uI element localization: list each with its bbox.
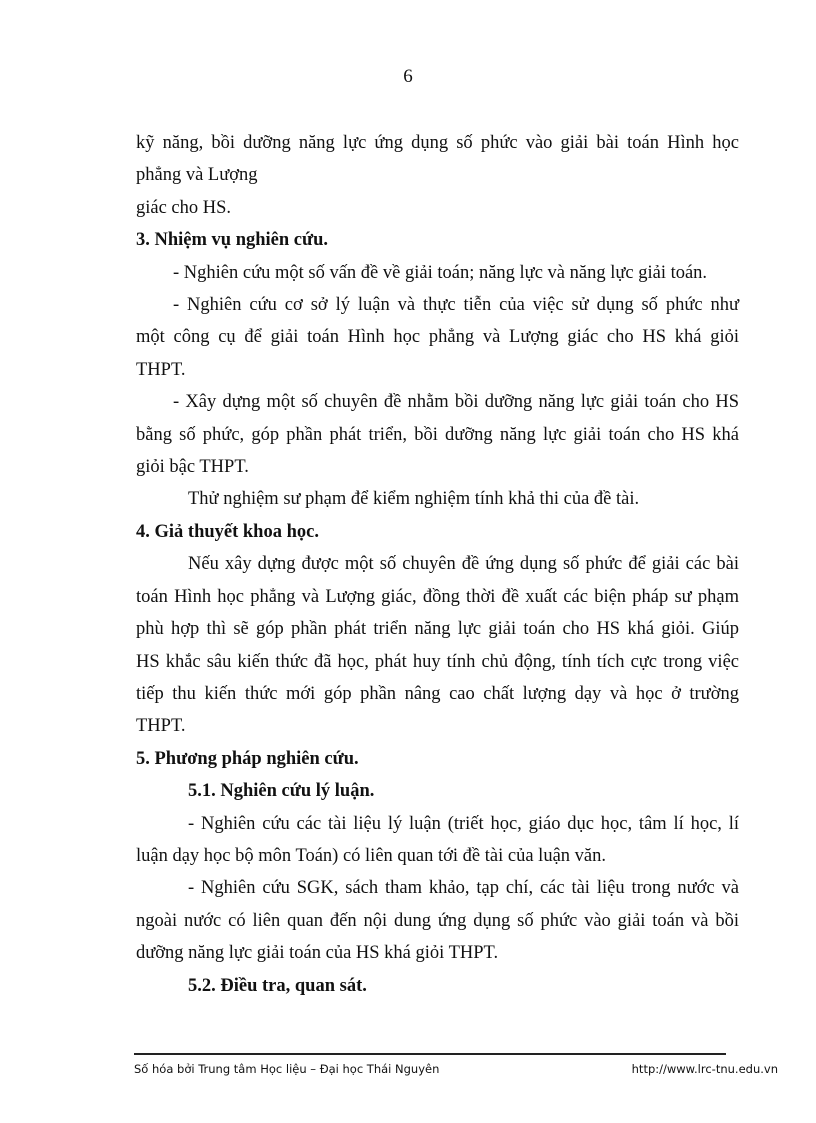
text-line: Thử nghiệm sư phạm để kiểm nghiệm tính khả thi của đề tài. xyxy=(188,489,640,510)
text-line: - Nghiên cứu SGK, sách tham khảo, tạp chí, các tài liệu trong nước và xyxy=(188,878,739,899)
text-line: THPT. xyxy=(136,716,186,737)
text-line: ngoài nước có liên quan đến nội dung ứng dụng số phức vào giải toán và bồi xyxy=(136,910,739,931)
text-line: Nếu xây dựng được một số chuyên đề ứng dụng số phức để giải các bài xyxy=(188,554,739,575)
section-heading-3: 3. Nhiệm vụ nghiên cứu. xyxy=(136,230,329,251)
subsection-heading-5-1: 5.1. Nghiên cứu lý luận. xyxy=(188,781,375,802)
text-line: một công cụ để giải toán Hình học phẳng và Lượng giác cho HS khá giỏi xyxy=(136,327,739,348)
text-line: HS khắc sâu kiến thức đã học, phát huy tính chủ động, tính tích cực trong việc xyxy=(136,651,739,672)
text-line: - Xây dựng một số chuyên đề nhằm bồi dưỡng năng lực giải toán cho HS xyxy=(173,392,739,413)
text-line: dưỡng năng lực giải toán của HS khá giỏi THPT. xyxy=(136,943,499,964)
subsection-heading-5-2: 5.2. Điều tra, quan sát. xyxy=(188,975,367,996)
text-line: luận dạy học bộ môn Toán) có liên quan tới đề tài của luận văn. xyxy=(136,845,606,866)
footer-divider xyxy=(134,1053,726,1055)
footer-url: http://www.lrc-tnu.edu.vn xyxy=(631,1062,778,1076)
text-line: - Nghiên cứu một số vấn đề về giải toán; năng lực và năng lực giải toán. xyxy=(173,262,708,283)
text-line: phẳng và Lượng xyxy=(136,165,258,186)
text-line: giỏi bậc THPT. xyxy=(136,457,249,478)
section-heading-5: 5. Phương pháp nghiên cứu. xyxy=(136,748,359,769)
text-line: - Nghiên cứu cơ sở lý luận và thực tiễn của việc sử dụng số phức như xyxy=(173,295,739,316)
text-line: giác cho HS. xyxy=(136,197,232,218)
text-line: toán Hình học phẳng và Lượng giác, đồng thời đề xuất các biện pháp sư phạm xyxy=(136,586,739,607)
footer-source: Số hóa bởi Trung tâm Học liệu – Đại học Thái Nguyên xyxy=(134,1062,440,1076)
text-line: - Nghiên cứu các tài liệu lý luận (triết học, giáo dục học, tâm lí học, lí xyxy=(188,813,739,834)
page-number: 6 xyxy=(403,66,413,87)
section-heading-4: 4. Giả thuyết khoa học. xyxy=(136,521,319,542)
text-line: THPT. xyxy=(136,359,186,380)
text-line: phù hợp thì sẽ góp phần phát triển năng lực giải toán cho HS khá giỏi. Giúp xyxy=(136,619,739,640)
text-line: bằng số phức, góp phần phát triển, bồi dưỡng năng lực giải toán cho HS khá xyxy=(136,424,739,445)
document-body xyxy=(136,127,739,1002)
text-line: kỹ năng, bồi dưỡng năng lực ứng dụng số phức vào giải bài toán Hình học xyxy=(136,133,739,153)
text-line: tiếp thu kiến thức mới góp phần nâng cao chất lượng dạy và học ở trường xyxy=(136,683,739,704)
